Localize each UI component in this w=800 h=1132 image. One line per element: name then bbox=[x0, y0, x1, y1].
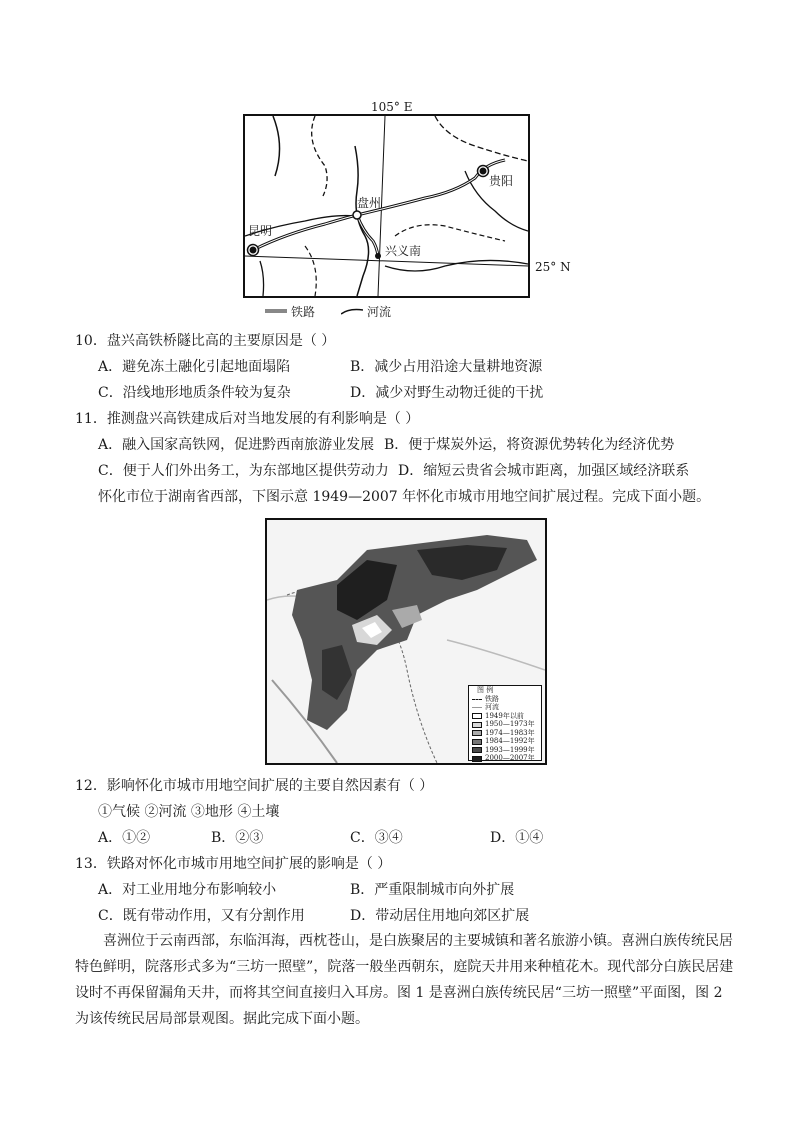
legend-swatch bbox=[472, 713, 482, 719]
river-line bbox=[273, 116, 280, 176]
xingyinan-label: 兴义南 bbox=[385, 244, 422, 258]
railway-map bbox=[243, 114, 530, 298]
question-11-stem: 11．推测盘兴高铁建成后对当地发展的有利影响是（ ） bbox=[75, 411, 420, 427]
railway-legend-icon bbox=[265, 307, 287, 315]
legend-swatch bbox=[472, 739, 482, 745]
legend-row bbox=[469, 755, 541, 764]
legend-swatch bbox=[472, 747, 482, 753]
q11-option-d: D．缩短云贵省会城市距离，加强区域经济联系 bbox=[398, 463, 690, 479]
guiyang-marker-dot bbox=[480, 168, 487, 175]
q12-option-a: A．①② bbox=[98, 830, 151, 846]
huaihua-expansion-map bbox=[265, 518, 547, 765]
legend-label: 1984—1992年 bbox=[485, 737, 535, 746]
legend-row bbox=[469, 738, 541, 747]
railway-legend-label: 铁路 bbox=[291, 304, 316, 319]
q10-option-b: B．减少占用沿途大量耕地资源 bbox=[350, 359, 543, 375]
q11-option-b: B．便于煤炭外运，将资源优势转化为经济优势 bbox=[384, 437, 675, 453]
q10-option-a: A．避免冻土融化引起地面塌陷 bbox=[98, 359, 291, 375]
legend-label: 铁路 bbox=[485, 694, 499, 703]
river-line bbox=[447, 640, 545, 670]
q12-numbered-options: ①气候 ②河流 ③地形 ④土壤 bbox=[98, 804, 280, 820]
river-line bbox=[305, 246, 316, 296]
river-line bbox=[312, 116, 327, 196]
q12-option-d: D．①④ bbox=[490, 830, 544, 846]
question-10-stem: 10．盘兴高铁桥隧比高的主要原因是（ ） bbox=[75, 333, 336, 349]
legend-row bbox=[469, 695, 541, 704]
huaihua-intro: 怀化市位于湖南省西部，下图示意 1949—2007 年怀化市城市用地空间扩展过程。完成下面小题。 bbox=[98, 489, 711, 505]
legend-row bbox=[469, 721, 541, 730]
river-legend-label: 河流 bbox=[367, 304, 392, 319]
question-13-stem: 13．铁路对怀化市城市用地空间扩展的影响是（ ） bbox=[75, 856, 392, 872]
q13-option-b: B．严重限制城市向外扩展 bbox=[350, 882, 515, 898]
kunming-label: 昆明 bbox=[248, 224, 273, 238]
railway-map-drawing bbox=[245, 116, 528, 296]
q13-option-a: A．对工业用地分布影响较小 bbox=[98, 882, 277, 898]
river-line bbox=[355, 146, 369, 296]
map1-legend bbox=[265, 302, 391, 320]
q11-option-a: A．融入国家高铁网，促进黔西南旅游业发展 bbox=[98, 437, 375, 453]
q13-option-d: D．带动居住用地向郊区扩展 bbox=[350, 908, 530, 924]
q10-option-d: D．减少对野生动物迁徙的干扰 bbox=[350, 385, 544, 401]
river-line bbox=[260, 261, 264, 296]
longitude-label: 105° E bbox=[371, 100, 413, 114]
question-12-stem: 12．影响怀化市城市用地空间扩展的主要自然因素有（ ） bbox=[75, 778, 434, 794]
railway-branch bbox=[357, 215, 378, 256]
river-line bbox=[395, 225, 505, 241]
xingyinan-marker bbox=[375, 253, 381, 259]
panzhou-label: 盘州 bbox=[357, 196, 382, 210]
q12-option-c: C．③④ bbox=[350, 830, 403, 846]
legend-swatch bbox=[472, 730, 482, 736]
map2-legend bbox=[468, 685, 542, 761]
latitude-label: 25° N bbox=[535, 260, 571, 274]
guiyang-label: 贵阳 bbox=[489, 174, 514, 188]
legend-swatch bbox=[472, 722, 482, 728]
kunming-marker-dot bbox=[250, 247, 257, 254]
legend-label: 1974—1983年 bbox=[485, 728, 535, 737]
q10-option-c: C．沿线地形地质条件较为复杂 bbox=[98, 385, 291, 401]
legend-swatch bbox=[472, 756, 482, 762]
legend-label: 1950—1973年 bbox=[485, 720, 535, 729]
legend-label: 2000—2007年 bbox=[485, 754, 535, 763]
legend-row bbox=[469, 704, 541, 713]
q12-option-b: B．②③ bbox=[211, 830, 264, 846]
legend-label: 河流 bbox=[485, 703, 499, 712]
legend-label: 1993—1999年 bbox=[485, 745, 535, 754]
legend-title: 图 例 bbox=[477, 686, 494, 694]
q13-option-c: C．既有带动作用，又有分割作用 bbox=[98, 908, 305, 924]
q11-option-c: C．便于人们外出务工，为东部地区提供劳动力 bbox=[98, 463, 389, 479]
panzhou-marker bbox=[353, 211, 361, 219]
river-line bbox=[435, 116, 528, 161]
xizhou-intro: 喜洲位于云南西部，东临洱海，西枕苍山，是白族聚居的主要城镇和著名旅游小镇。喜洲白族传统民居特色鲜明，院落形式多为“三坊一照壁”，院落一般坐西朝东，庭院天井用来种植花木。现代部分白族民居建设时不再保留漏角天井，而将其空间直接归入耳房。图 1 是喜洲白族传统民居“三坊一照壁”平面图，图 2 为该传统民居局部景观图。据此完成下面小题。 bbox=[75, 933, 734, 1027]
river-legend-icon bbox=[341, 306, 363, 316]
legend-label: 1949年以前 bbox=[485, 711, 524, 720]
